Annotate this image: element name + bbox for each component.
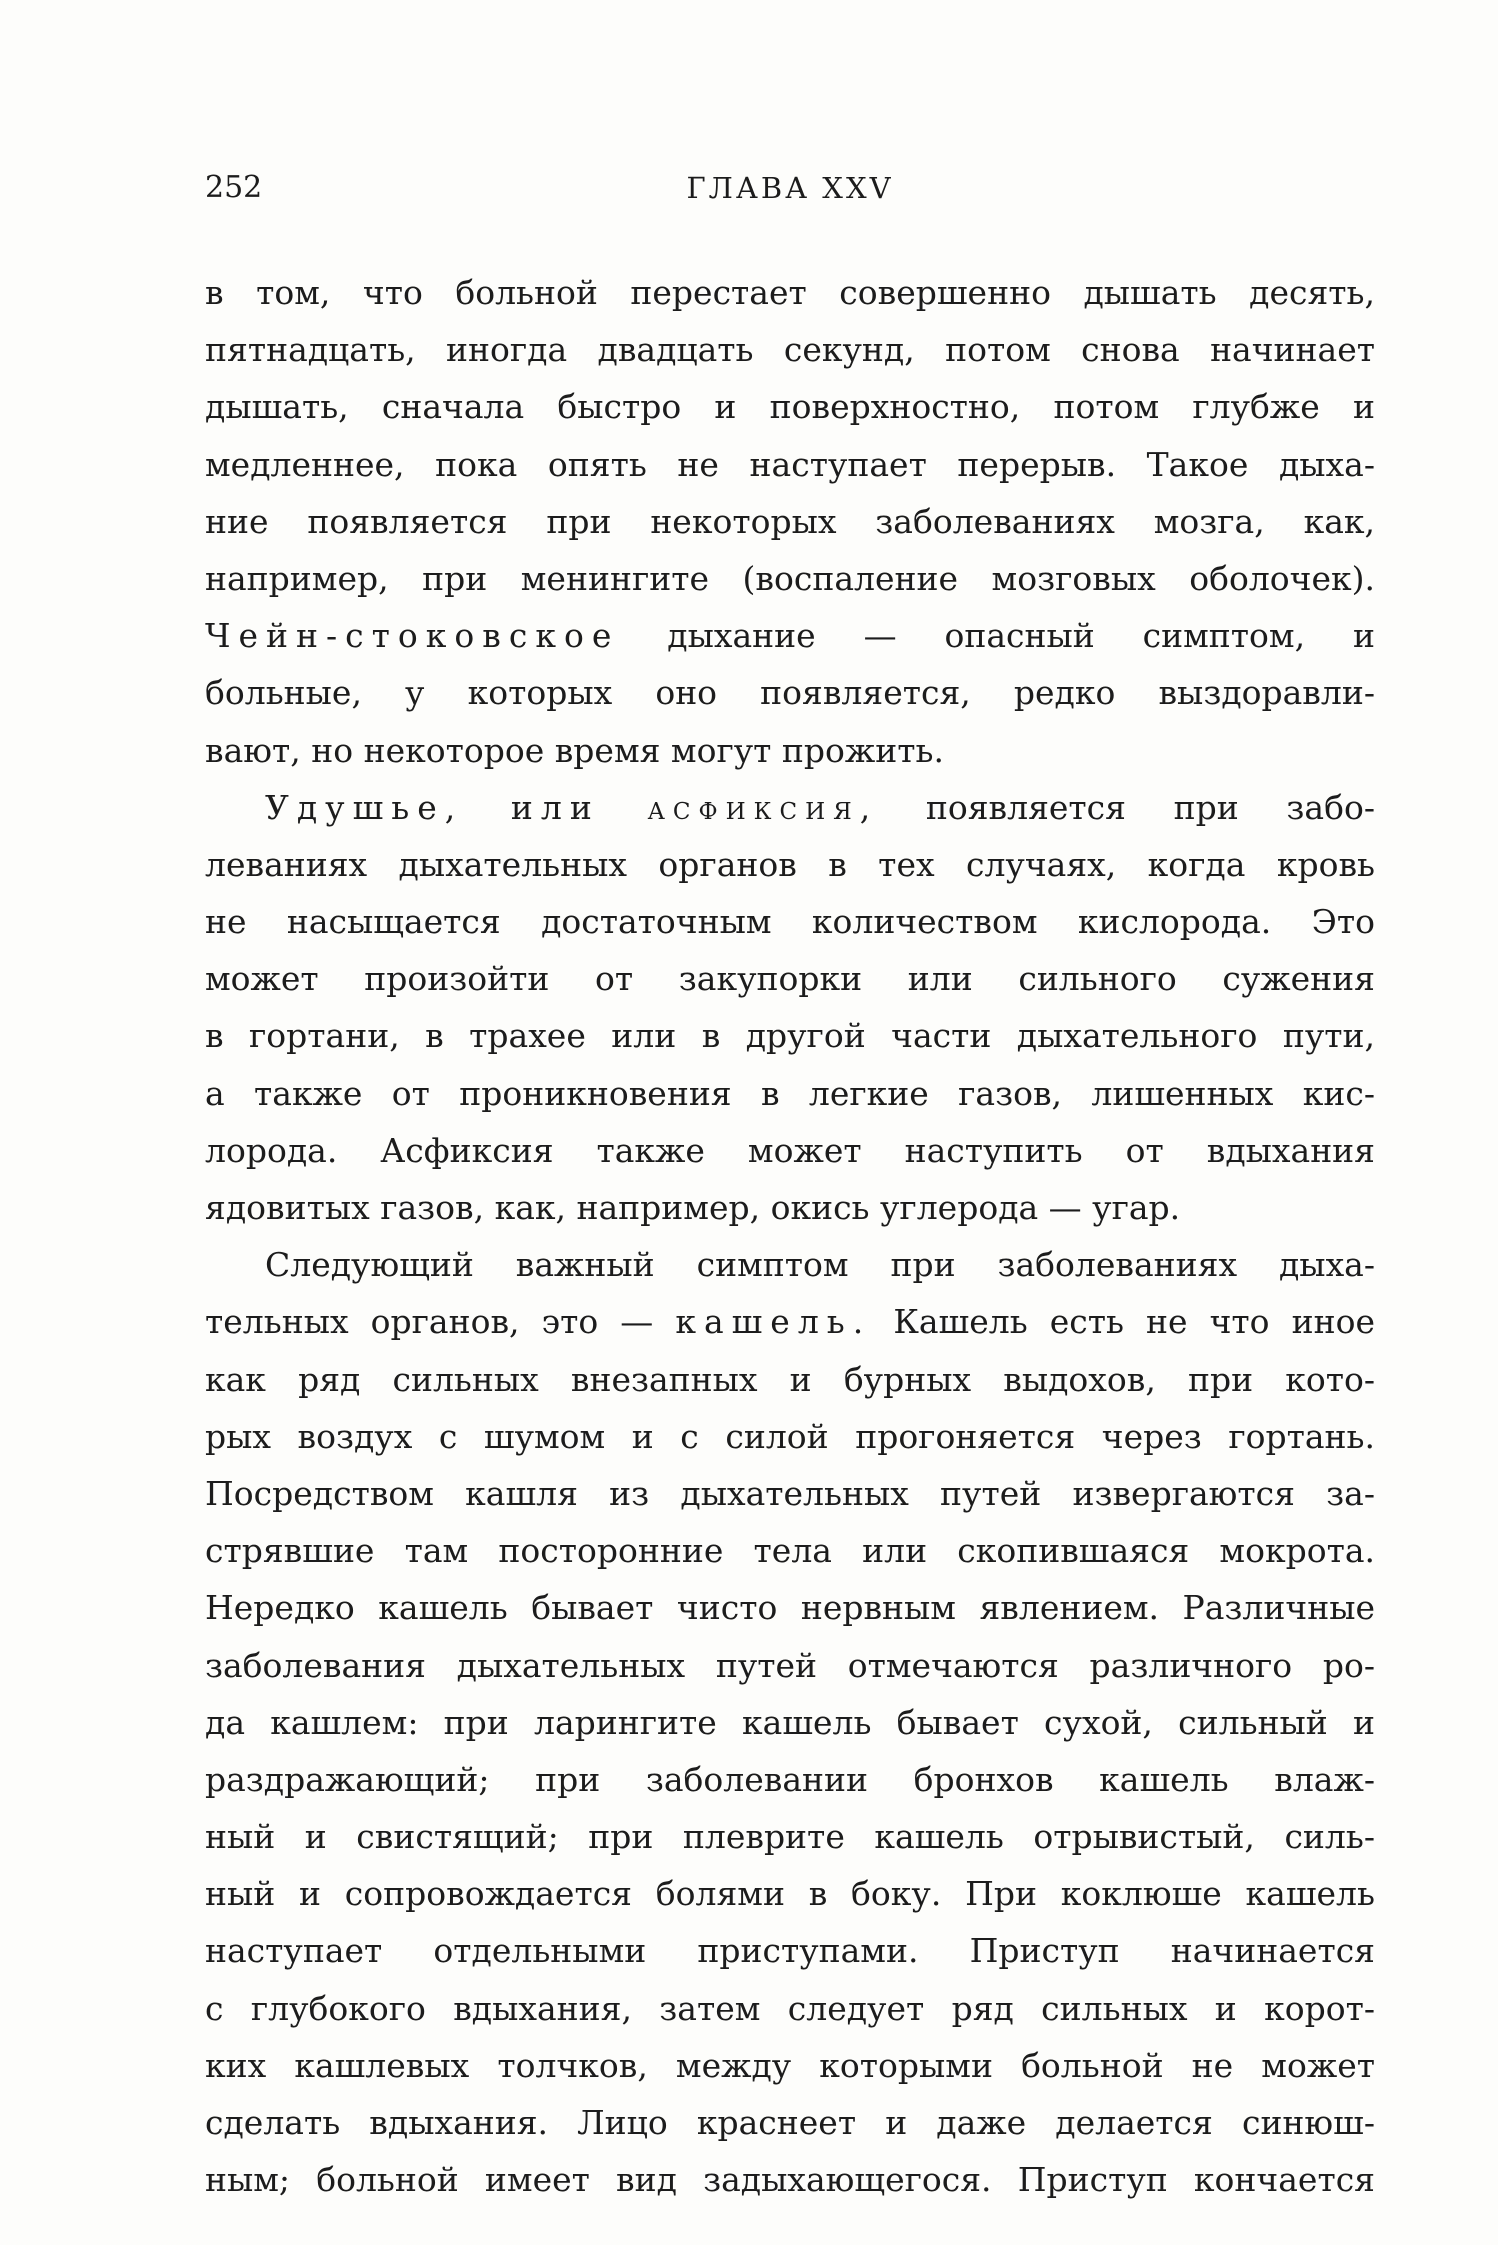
text-fragment: тельных органов, это — — [205, 1302, 654, 1342]
text-line: в гортани, в трахее или в другой части дыхательного пути, — [205, 1016, 1375, 1056]
chapter-title: ГЛАВА XXV — [686, 171, 894, 205]
text-line: стрявшие там посторонние тела или скопившаяся мокрота. — [205, 1531, 1375, 1571]
text-line: а также от проникновения в легкие газов, лишенных кис- — [205, 1073, 1375, 1113]
spaced-conjunction: или — [510, 787, 600, 827]
text-line: Посредством кашля из дыхательных путей извергаются за- — [205, 1473, 1375, 1513]
text-line: как ряд сильных внезапных и бурных выдохов, при кото- — [205, 1359, 1375, 1399]
text-line: в том, что больной перестает совершенно дышать десять, — [205, 273, 1375, 312]
text-line: ядовитых газов, как, например, окись углерода — угар. — [205, 1188, 1181, 1227]
text-line: наступает отдельными приступами. Приступ начинается — [205, 1931, 1375, 1971]
text-line: сделать вдыхания. Лицо краснеет и даже делается синюш- — [205, 2103, 1375, 2142]
text-line: пятнадцать, иногда двадцать секунд, потом снова начинает — [205, 330, 1375, 370]
text-line: ный и сопровождается болями в боку. При коклюше кашель — [205, 1874, 1375, 1914]
text-fragment: появляется при забо- — [925, 787, 1375, 827]
text-line: да кашлем: при ларингите кашель бывает сухой, сильный и — [205, 1702, 1375, 1742]
text-line: больные, у которых оно появляется, редко выздоравли- — [205, 673, 1375, 713]
text-line: рых воздух с шумом и с силой прогоняется через гортань. — [205, 1416, 1375, 1456]
text-line: дышать, сначала быстро и поверхностно, потом глубже и — [205, 387, 1375, 427]
spaced-term-suffocation: Удушье, — [265, 787, 464, 827]
text-line: медленнее, пока опять не наступает перерыв. Такое дыха- — [205, 444, 1375, 484]
text-line: вают, но некоторое время могут прожить. — [205, 730, 944, 770]
body-text — [205, 264, 1375, 2208]
text-line: может произойти от закупорки или сильного сужения — [205, 959, 1375, 999]
spaced-term-cheyne-stokes: Чейн-стоковское — [205, 616, 620, 656]
text-line: Следующий важный симптом при заболеваниях дыха- — [265, 1245, 1375, 1285]
page-number: 252 — [205, 170, 263, 205]
text-line: ких кашлевых толчков, между которыми больной не может — [205, 2045, 1375, 2085]
text-line: с глубокого вдыхания, затем следует ряд сильных и корот- — [205, 1988, 1375, 2028]
running-head — [205, 168, 1375, 208]
text-line: ный и свистящий; при плеврите кашель отрывистый, силь- — [205, 1817, 1375, 1857]
spaced-term-cough: кашель. — [675, 1302, 872, 1342]
text-line: леваниях дыхательных органов в тех случаях, когда кровь — [205, 844, 1375, 884]
spaced-term-asphyxia: асфиксия, — [647, 787, 879, 827]
text-line: ным; больной имеет вид задыхающегося. Приступ кончается — [205, 2160, 1375, 2200]
text-line — [205, 779, 1375, 836]
text-fragment: дыхание — опасный симптом, и — [667, 616, 1375, 656]
text-fragment: Кашель есть не что иное — [893, 1302, 1375, 1342]
text-line: раздражающий; при заболевании бронхов кашель влаж- — [205, 1759, 1375, 1799]
text-line — [205, 607, 1375, 664]
text-line: лорода. Асфиксия также может наступить от вдыхания — [205, 1130, 1375, 1170]
text-line: заболевания дыхательных путей отмечаются различного ро- — [205, 1645, 1375, 1685]
text-line: например, при менингите (воспаление мозговых оболочек). — [205, 558, 1375, 598]
text-line: Нередко кашель бывает чисто нервным явлением. Различные — [205, 1588, 1375, 1628]
text-line: ние появляется при некоторых заболеваниях мозга, как, — [205, 501, 1375, 541]
text-line — [205, 1293, 1375, 1350]
text-line: не насыщается достаточным количеством кислорода. Это — [205, 902, 1375, 942]
